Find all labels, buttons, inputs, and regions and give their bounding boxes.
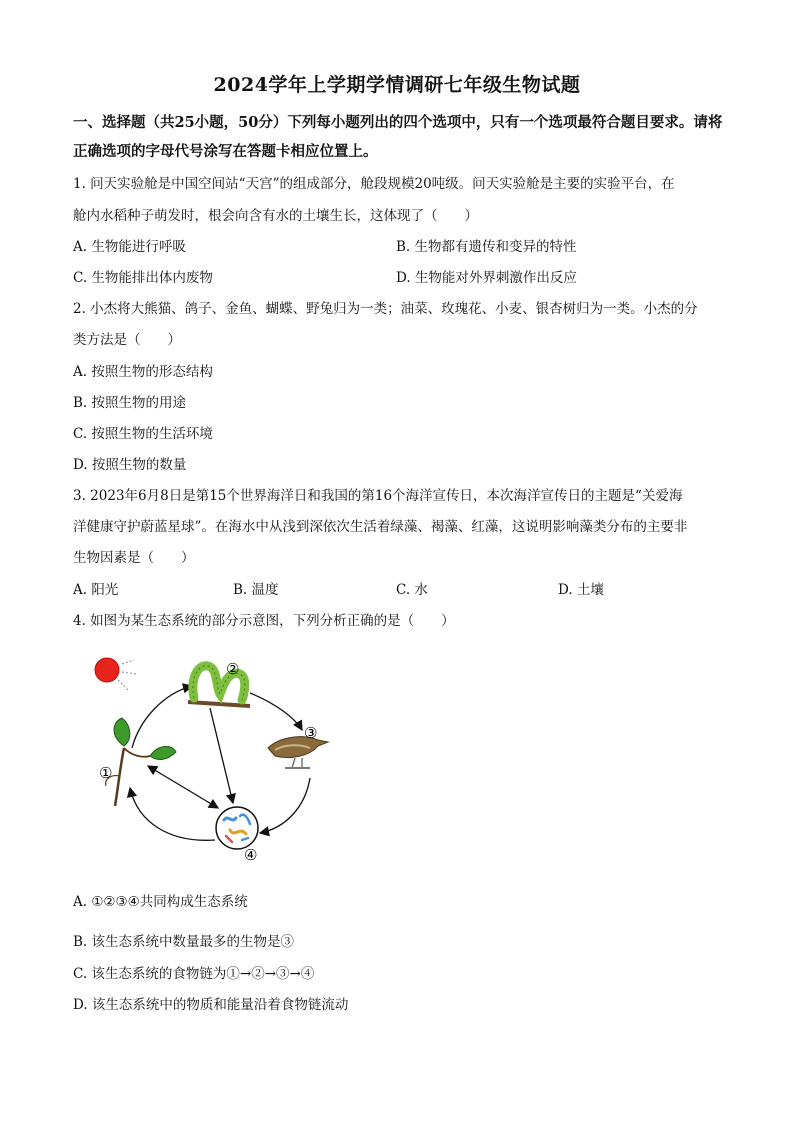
ecosystem-diagram (80, 648, 350, 868)
q3-option-c: C. 水 (396, 582, 428, 598)
q1-stem-line-1: 1. 问天实验舱是中国空间站“天宫”的组成部分，舱段规模20吨级。问天实验舱是主要的实验平台，在 (73, 176, 675, 192)
q2-option-a: A. 按照生物的形态结构 (73, 364, 213, 380)
q4-option-d: D. 该生态系统中的物质和能量沿着食物链流动 (73, 997, 349, 1013)
q2-stem-line-2: 类方法是（ ） (73, 332, 181, 348)
q4-option-b: B. 该生态系统中数量最多的生物是③ (73, 934, 295, 950)
q1-option-b: B. 生物都有遗传和变异的特性 (396, 239, 577, 255)
q2-option-d: D. 按照生物的数量 (73, 457, 187, 473)
microorganism-icon (216, 807, 258, 849)
bird-icon (268, 737, 328, 768)
label-4: ④ (244, 846, 258, 864)
q4-option-c: C. 该生态系统的食物链为①→②→③→④ (73, 966, 315, 982)
sun-icon (95, 658, 136, 690)
q3-option-a: A. 阳光 (73, 582, 119, 598)
page-title: 2024学年上学期学情调研七年级生物试题 (213, 74, 581, 96)
q4-option-a: A. ①②③④共同构成生态系统 (73, 894, 248, 910)
plant-icon (106, 718, 176, 806)
q3-stem-line-1: 3. 2023年6月8日是第15个世界海洋日和我国的第16个海洋宣传日，本次海洋宣传日的主题是“关爱海 (73, 488, 683, 504)
q3-stem-line-3: 生物因素是（ ） (73, 550, 195, 566)
q1-option-a: A. 生物能进行呼吸 (73, 239, 186, 255)
q2-stem-line-1: 2. 小杰将大熊猫、鸽子、金鱼、蝴蝶、野兔归为一类；油菜、玫瑰花、小麦、银杏树归为一类。小杰的分 (73, 301, 698, 317)
q2-option-b: B. 按照生物的用途 (73, 395, 187, 411)
section-heading: 一、选择题（共25小题，50分）下列每小题列出的四个选项中，只有一个选项最符合题目要求。请将正确选项的字母代号涂写在答题卡相应位置上。 (73, 114, 723, 160)
q3-option-b: B. 温度 (233, 582, 279, 598)
q3-option-d: D. 土壤 (558, 582, 604, 598)
q3-stem-line-2: 洋健康守护蔚蓝星球”。在海水中从浅到深依次生活着绿藻、褐藻、红藻，这说明影响藻类分布的主要非 (73, 519, 688, 535)
q1-option-d: D. 生物能对外界刺激作出反应 (396, 270, 577, 286)
q4-stem-line-1: 4. 如图为某生态系统的部分示意图，下列分析正确的是（ ） (73, 613, 455, 629)
q1-option-c: C. 生物能排出体内废物 (73, 270, 213, 286)
caterpillar-icon (188, 666, 250, 706)
label-1: ① (99, 764, 113, 782)
label-2: ② (226, 660, 240, 678)
q2-option-c: C. 按照生物的生活环境 (73, 426, 213, 442)
q1-stem-line-2: 舱内水稻种子萌发时，根会向含有水的土壤生长，这体现了（ ） (73, 208, 478, 224)
label-3: ③ (304, 724, 318, 742)
